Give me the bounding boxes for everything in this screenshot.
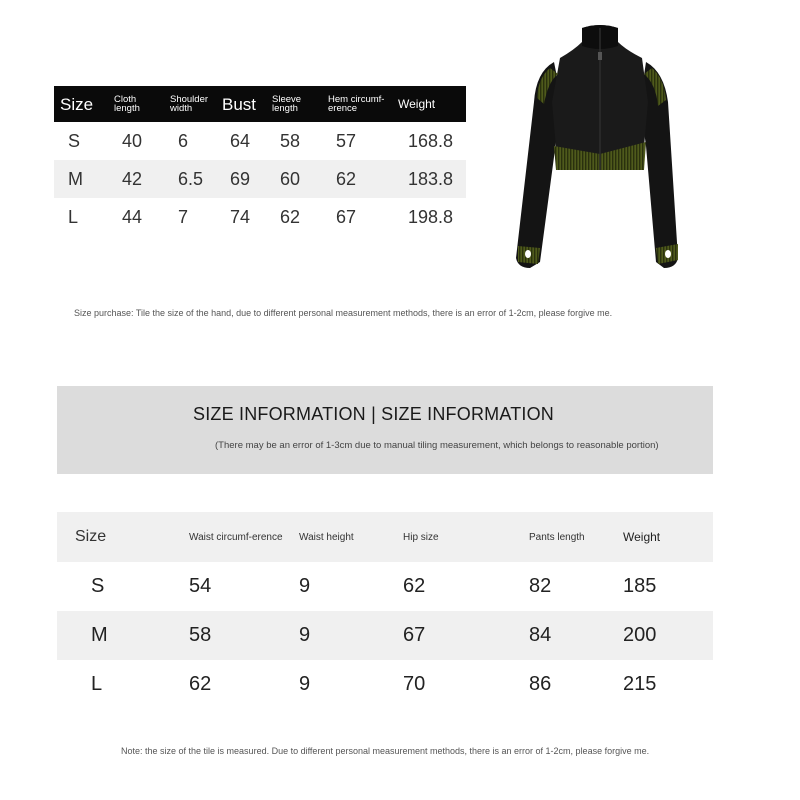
header-size: Size [60, 94, 94, 114]
header-cloth-length: Cloth length [114, 94, 140, 114]
cell-weight: 168.8 [408, 130, 454, 151]
cell-waist-height: 9 [299, 624, 311, 646]
table-row [57, 562, 713, 611]
cell-size: S [91, 575, 105, 597]
cell-hip: 70 [403, 673, 426, 695]
table-row [54, 160, 466, 198]
cell-waist: 58 [189, 624, 212, 646]
cell-waist: 62 [189, 673, 212, 695]
header-weight: Weight [623, 530, 661, 544]
cell-waist-height: 9 [299, 673, 311, 695]
cell-shoulder-width: 6.5 [178, 168, 204, 189]
table-row [57, 611, 713, 660]
cell-shoulder-width: 6 [178, 130, 189, 151]
table-row [54, 198, 466, 236]
header-weight: Weight [398, 96, 436, 111]
size-information-banner [57, 386, 713, 474]
cell-hip: 62 [403, 575, 426, 597]
table-row [54, 122, 466, 160]
cell-hem: 62 [336, 168, 357, 189]
cell-waist-height: 9 [299, 575, 311, 597]
cell-weight: 198.8 [408, 206, 454, 227]
cell-hem: 67 [336, 206, 357, 227]
cell-cloth-length: 40 [122, 130, 143, 151]
top-table-header [54, 86, 466, 122]
banner-subtitle: (There may be an error of 1-3cm due to manual tiling measurement, which belongs to reasonable portion) [215, 440, 659, 451]
cell-size: L [91, 673, 103, 695]
cell-pants-length: 82 [529, 575, 552, 597]
cell-size: M [91, 624, 108, 646]
cell-sleeve-length: 62 [280, 206, 301, 227]
cell-size: S [68, 130, 81, 151]
cell-weight: 185 [623, 575, 657, 597]
cell-hem: 57 [336, 130, 357, 151]
cropped-jacket-image [510, 22, 690, 274]
header-shoulder-width: Shoulder width [170, 94, 209, 114]
cell-pants-length: 86 [529, 673, 552, 695]
header-waist-circumference: Waist circumf-erence [189, 531, 283, 543]
header-bust: Bust [222, 94, 257, 114]
cell-sleeve-length: 58 [280, 130, 301, 151]
cell-weight: 215 [623, 673, 657, 695]
cell-waist: 54 [189, 575, 212, 597]
header-hem-circumference: Hem circumf-erence [328, 94, 385, 114]
cell-pants-length: 84 [529, 624, 552, 646]
header-pants-length: Pants length [529, 531, 585, 543]
top-size-table [54, 86, 466, 236]
size-purchase-note: Size purchase: Tile the size of the hand, due to different personal measurement methods, there is an error of 1-2cm, please forgive me. [74, 308, 613, 318]
banner-title: SIZE INFORMATION | SIZE INFORMATION [193, 404, 555, 424]
cell-shoulder-width: 7 [178, 206, 189, 227]
cell-hip: 67 [403, 624, 426, 646]
header-size: Size [75, 528, 107, 545]
header-hip-size: Hip size [403, 531, 439, 543]
bottom-table-header [57, 512, 713, 562]
cell-sleeve-length: 60 [280, 168, 301, 189]
cell-weight: 200 [623, 624, 657, 646]
header-sleeve-length: Sleeve length [272, 94, 302, 114]
table-row [57, 660, 713, 709]
bottom-size-table [57, 512, 713, 709]
cell-bust: 74 [230, 206, 251, 227]
cell-bust: 64 [230, 130, 251, 151]
cell-size: M [68, 168, 83, 189]
cell-cloth-length: 44 [122, 206, 143, 227]
measurement-note: Note: the size of the tile is measured. Due to different personal measurement methods, there is an error of 1-2cm, please forgive me. [121, 746, 650, 756]
cell-weight: 183.8 [408, 168, 454, 189]
header-waist-height: Waist height [299, 531, 354, 543]
cell-bust: 69 [230, 168, 251, 189]
cell-size: L [68, 206, 79, 227]
cell-cloth-length: 42 [122, 168, 143, 189]
